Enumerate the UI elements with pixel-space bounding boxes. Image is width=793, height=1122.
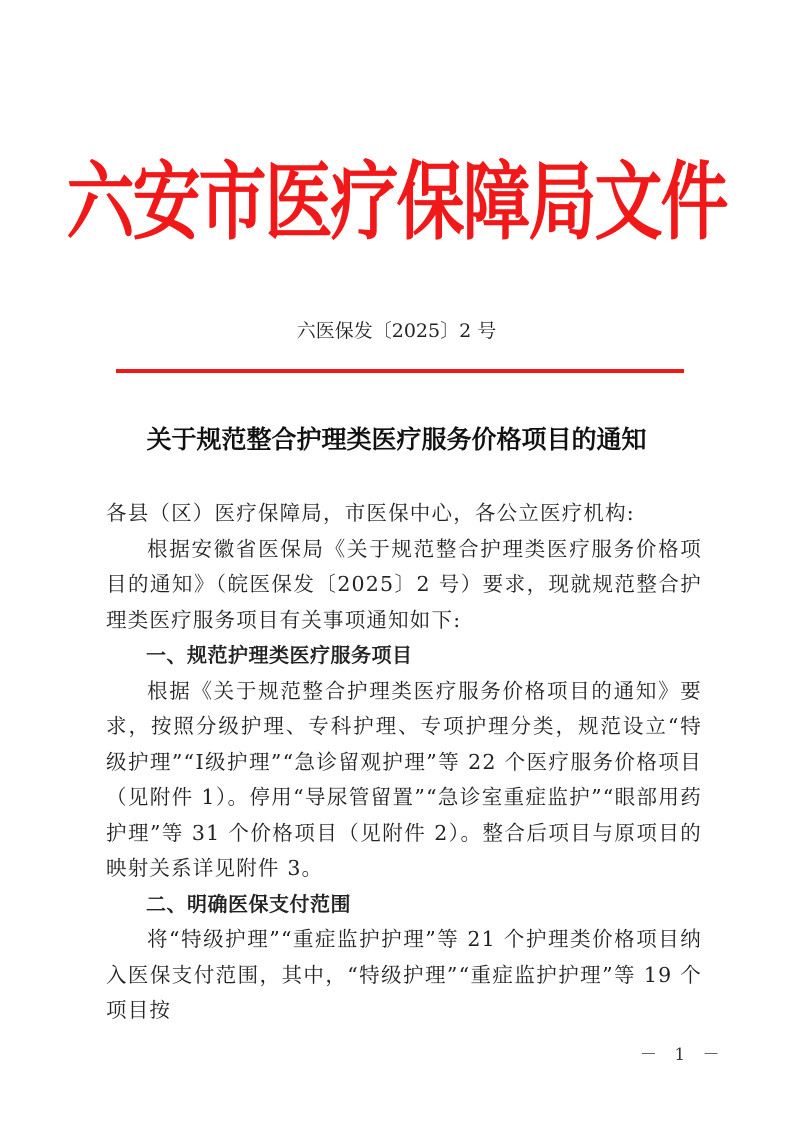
issuer-header-title: 六安市医疗保障局文件: [66, 152, 727, 253]
section-1-heading: 一、规范护理类医疗服务项目: [146, 643, 413, 667]
document-title: 关于规范整合护理类医疗服务价格项目的通知: [146, 425, 647, 454]
page-number: － 1 －: [640, 1045, 726, 1065]
addressee: 各县（区）医疗保障局，市医保中心，各公立医疗机构:: [106, 501, 635, 525]
red-divider-line: [116, 369, 684, 373]
section-1-paragraph: 根据《关于规范整合护理类医疗服务价格项目的通知》要求，按照分级护理、专科护理、专项护理分类，规范设立“特级护理”“Ⅰ级护理”“急诊留观护理”等 22 个医疗服务价格项目（见附件 1）。停用“导尿管留置”“急诊室重症监护”“眼部用药护理”等 31 个价格项目（见附件 2）。整合后项目与原项目的映射关系详见附件 3。: [106, 678, 702, 880]
document-body: [106, 496, 702, 1029]
intro-paragraph: 根据安徽省医保局《关于规范整合护理类医疗服务价格项目的通知》（皖医保发〔2025〕2 号）要求，现就规范整合护理类医疗服务项目有关事项通知如下:: [106, 536, 702, 632]
section-2-heading: 二、明确医保支付范围: [146, 891, 351, 916]
section-2-paragraph: 将“特级护理”“重症监护护理”等 21 个护理类价格项目纳入医保支付范围，其中，“特级护理”“重症监护护理”等 19 个项目按: [106, 927, 702, 1022]
document-number: 六医保发〔2025〕2 号: [296, 320, 497, 342]
